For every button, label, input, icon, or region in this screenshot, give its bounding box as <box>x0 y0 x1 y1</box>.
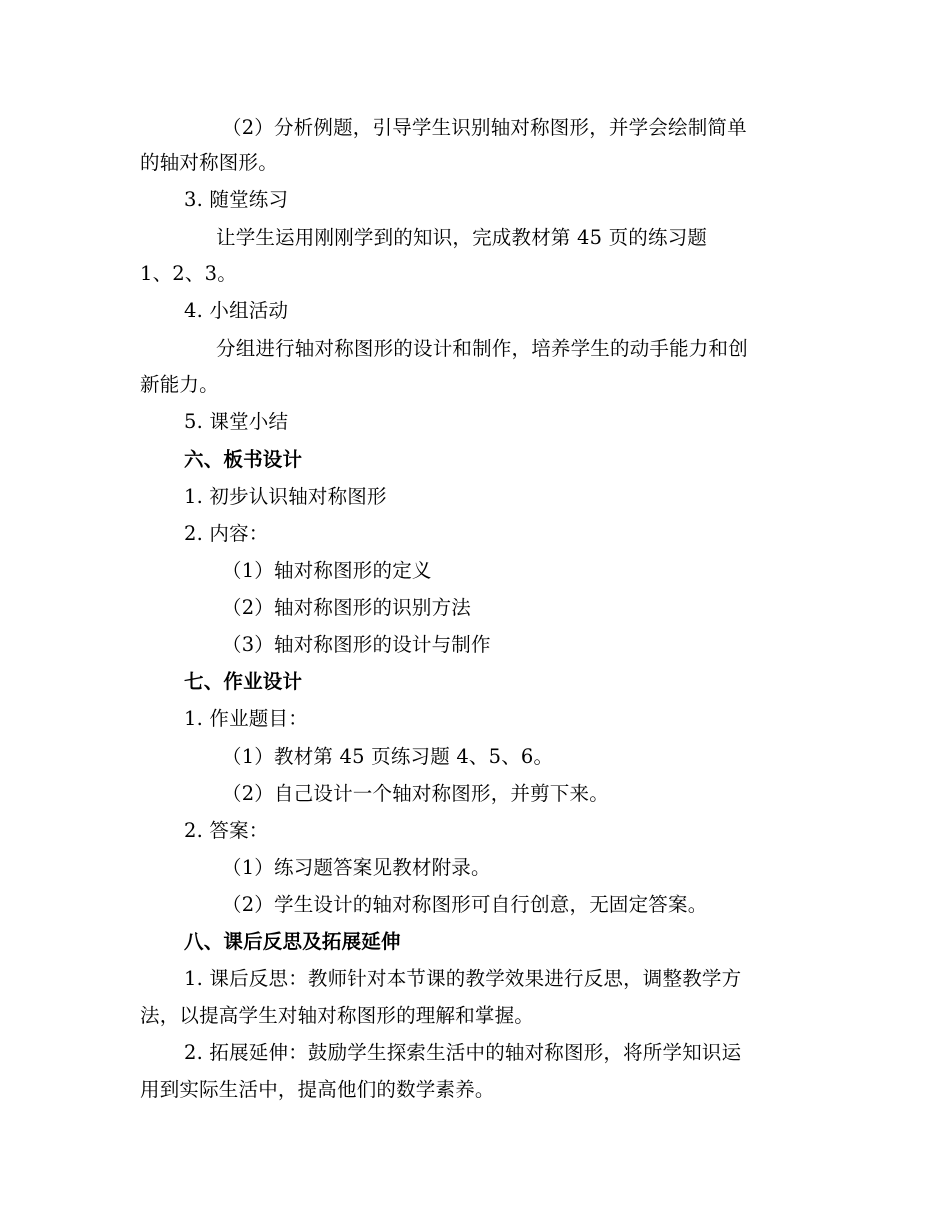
sub-item: （2）轴对称图形的识别方法 <box>222 596 472 619</box>
list-item: 1. 初步认识轴对称图形 <box>184 485 387 508</box>
text-line: 新能力。 <box>140 373 219 396</box>
sub-item: （2）学生设计的轴对称图形可自行创意，无固定答案。 <box>222 893 708 916</box>
section-heading: 六、板书设计 <box>184 448 303 471</box>
text-line: 法，以提高学生对轴对称图形的理解和掌握。 <box>140 1004 535 1027</box>
section-heading: 八、课后反思及拓展延伸 <box>184 930 401 953</box>
sub-item: （1）轴对称图形的定义 <box>222 559 432 582</box>
list-item: 2. 答案： <box>184 819 269 842</box>
sub-item: （2）自己设计一个轴对称图形，并剪下来。 <box>222 782 609 805</box>
text-line: 让学生运用刚刚学到的知识，完成教材第 45 页的练习题 <box>216 226 708 249</box>
text-line: 的轴对称图形。 <box>140 151 278 174</box>
text-line: 1、2、3。 <box>140 262 237 285</box>
section-heading: 七、作业设计 <box>184 670 303 693</box>
list-item: 5. 课堂小结 <box>184 410 289 433</box>
list-item: 3. 随堂练习 <box>184 188 289 211</box>
text-line: 分组进行轴对称图形的设计和制作，培养学生的动手能力和创 <box>216 337 748 360</box>
list-item: 1. 作业题目： <box>184 707 308 730</box>
list-item: 1. 课后反思：教师针对本节课的教学效果进行反思，调整教学方 <box>184 967 742 990</box>
list-item: 2. 拓展延伸：鼓励学生探索生活中的轴对称图形，将所学知识运 <box>184 1041 742 1064</box>
text-line: 用到实际生活中，提高他们的数学素养。 <box>140 1078 495 1101</box>
text-line: （2）分析例题，引导学生识别轴对称图形，并学会绘制简单 <box>222 116 747 139</box>
sub-item: （3）轴对称图形的设计与制作 <box>222 633 491 656</box>
list-item: 2. 内容： <box>184 522 269 545</box>
list-item: 4. 小组活动 <box>184 299 289 322</box>
sub-item: （1）教材第 45 页练习题 4、5、6。 <box>222 745 554 768</box>
sub-item: （1）练习题答案见教材附录。 <box>222 856 491 879</box>
